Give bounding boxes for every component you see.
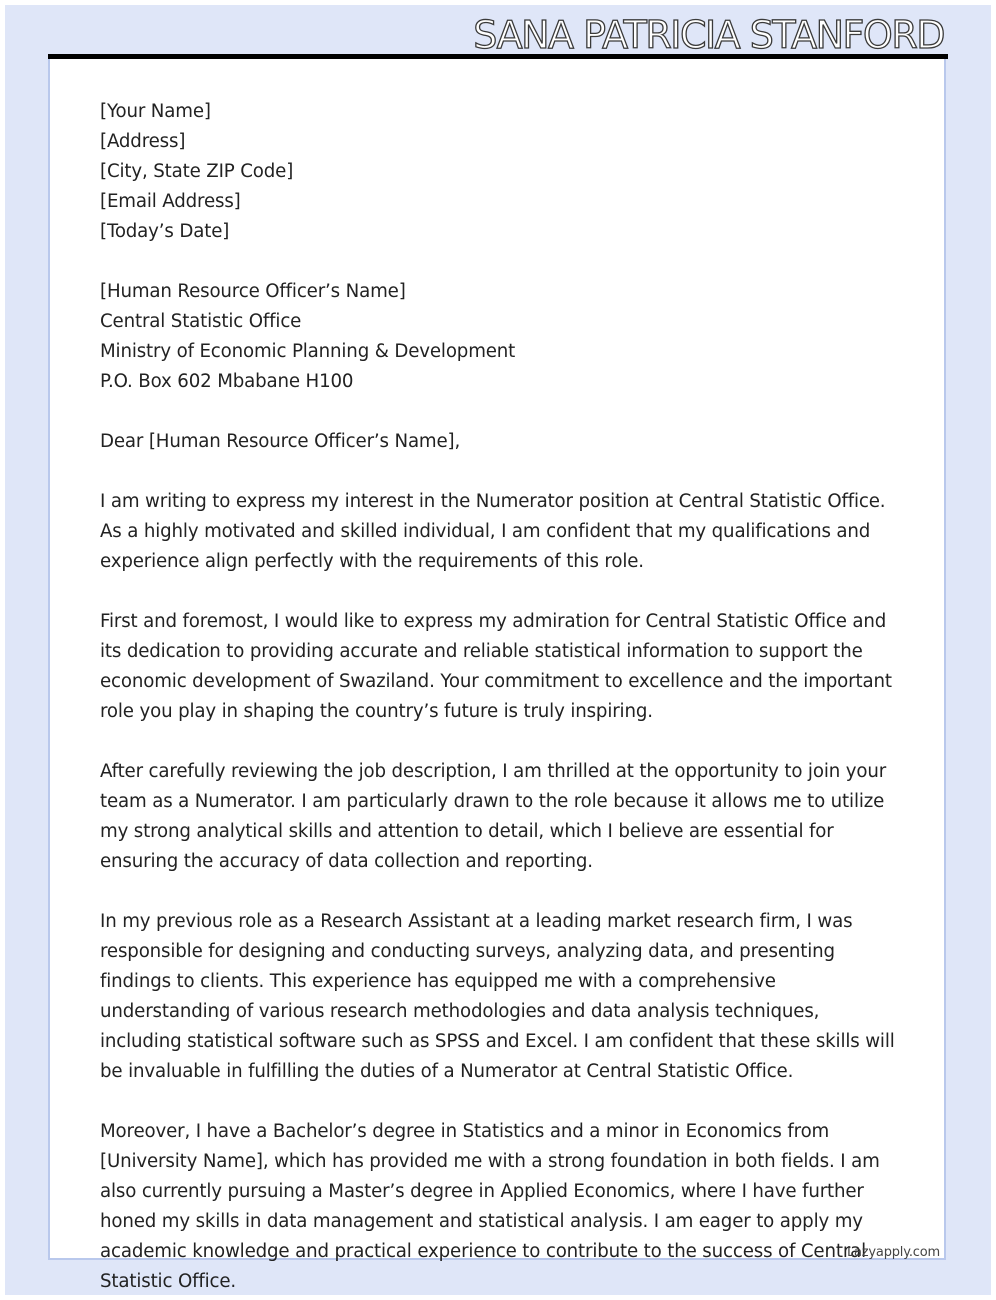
sender-name: [Your Name]	[100, 101, 211, 122]
body-paragraph: I am writing to express my interest in the Numerator position at Central Statistic Office. As a highly motivated and skilled individual, I am confident that my qualifications and experience align perfectly with the requirements of this role.	[100, 491, 886, 572]
body-paragraph: After carefully reviewing the job description, I am thrilled at the opportunity to join your team as a Numerator. I am particularly drawn to the role because it allows me to utilize my strong analytical skills and attention to detail, which I believe are essential for ensuring the accuracy of data collection and reporting.	[100, 761, 887, 872]
body-paragraph: First and foremost, I would like to express my admiration for Central Statistic Office and its dedication to providing accurate and reliable statistical information to support the economic development of Swaziland. Your commitment to excellence and the important role you play in shaping the country’s future is truly inspiring.	[100, 611, 892, 722]
applicant-name-heading: SANA PATRICIA STANFORD	[473, 13, 944, 57]
recipient-name: [Human Resource Officer’s Name]	[100, 281, 406, 302]
sender-city-state-zip: [City, State ZIP Code]	[100, 161, 294, 182]
recipient-po-box: P.O. Box 602 Mbabane H100	[100, 371, 354, 392]
spacer	[100, 457, 900, 487]
sender-email: [Email Address]	[100, 191, 241, 212]
cover-letter-body	[100, 97, 900, 1297]
sender-address: [Address]	[100, 131, 186, 152]
body-paragraph: Moreover, I have a Bachelor’s degree in Statistics and a minor in Economics from [University Name], which has provided me with a strong foundation in both fields. I am also currently pursuing a Master’s degree in Applied Economics, where I have further honed my skills in data management and statistical analysis. I am eager to apply my academic knowledge and practical experience to contribute to the success of Central Statistic Office.	[100, 1121, 880, 1292]
body-paragraph: In my previous role as a Research Assistant at a leading market research firm, I was responsible for designing and conducting surveys, analyzing data, and presenting findings to clients. This experience has equipped me with a comprehensive understanding of various research methodologies and data analysis techniques, including statistical software such as SPSS and Excel. I am confident that these skills will be invaluable in fulfilling the duties of a Numerator at Central Statistic Office.	[100, 911, 895, 1082]
spacer	[100, 577, 900, 607]
spacer	[100, 247, 900, 277]
salutation: Dear [Human Resource Officer’s Name],	[100, 431, 461, 452]
recipient-organization: Central Statistic Office	[100, 311, 302, 332]
spacer	[100, 877, 900, 907]
spacer	[100, 397, 900, 427]
letter-date: [Today’s Date]	[100, 221, 230, 242]
spacer	[100, 727, 900, 757]
recipient-ministry: Ministry of Economic Planning & Development	[100, 341, 516, 362]
spacer	[100, 1087, 900, 1117]
watermark-text: Lazyapply.com	[847, 1245, 940, 1260]
